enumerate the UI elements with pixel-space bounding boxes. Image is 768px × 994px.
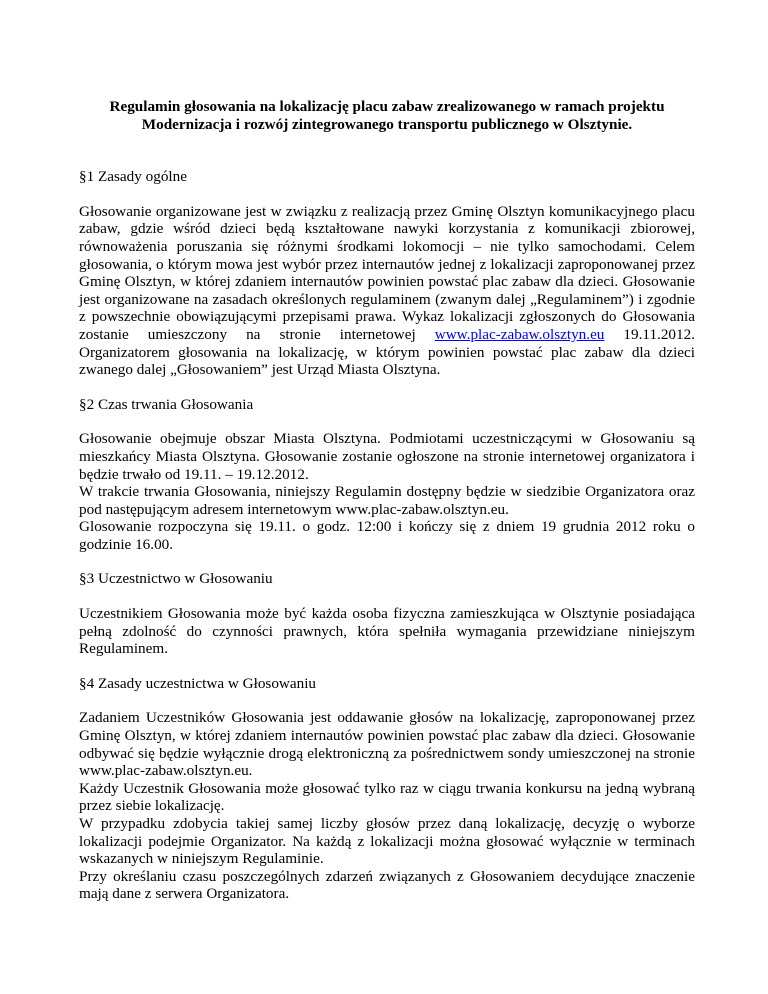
section-2-line: W trakcie trwania Głosowania, niniejszy Regulamin dostępny będzie w siedzibie Organizatora oraz pod następującym adresem internetowym www.plac-zabaw.olsztyn.eu. [79,483,695,518]
section-3-paragraph: Uczestnikiem Głosowania może być każda osoba fizyczna zamieszkująca w Olsztynie posiadająca pełną zdolność do czynności prawnych, która spełniła wymagania przewidziane niniejszym Regulaminem. [79,605,695,658]
section-4-line: Zadaniem Uczestników Głosowania jest oddawanie głosów na lokalizację, zaproponowanej przez Gminę Olsztyn, w której zdaniem internautów powinien powstać plac zabaw dla dzieci. Głosowanie odbywać się będzie wyłącznie drogą elektroniczną za pośrednictwem sondy umieszczonej na stronie www.plac-zabaw.olsztyn.eu. [79,709,695,780]
title-line-2: Modernizacja i rozwój zintegrowanego transportu publicznego w Olsztynie. [141,115,633,133]
section-1-text-end: 19.11.2012. Organizatorem głosowania na lokalizację, w którym powinien powstać plac zabaw dla dzieci zwanego dalej „Głosowaniem” jest Urząd Miasta Olsztyna. [79,325,696,379]
section-4-line: Przy określaniu czasu poszczególnych zdarzeń związanych z Głosowaniem decydujące znaczenie mają dane z serwera Organizatora. [79,867,695,903]
document-title [79,98,695,133]
website-link[interactable]: www.plac-zabaw.olsztyn.eu [434,325,605,343]
document-page [79,98,695,903]
section-2-line: Głosowanie obejmuje obszar Miasta Olsztyna. Podmiotami uczestniczącymi w Głosowaniu są mieszkańcy Miasta Olsztyna. Głosowanie zostanie ogłoszone na stronie internetowej organizatora i będzie trwało od 19.11. – 19.12.2012. [79,430,695,483]
section-1-paragraph [79,203,695,379]
section-4-line: Każdy Uczestnik Głosowania może głosować tylko raz w ciągu trwania konkursu na jedną wybraną przez siebie lokalizację. [79,779,695,815]
section-2-paragraph [79,430,695,553]
title-line-1: Regulamin głosowania na lokalizację placu zabaw zrealizowanego w ramach projektu [109,98,665,115]
section-4-paragraph [79,709,695,903]
section-4-heading: §4 Zasady uczestnictwa w Głosowaniu [79,674,317,692]
section-2-heading: §2 Czas trwania Głosowania [79,395,254,413]
section-3-heading: §3 Uczestnictwo w Głosowaniu [79,570,273,588]
section-4-line: W przypadku zdobycia takiej samej liczby głosów przez daną lokalizację, decyzję o wyborze lokalizacji podejmie Organizator. Na każdą z lokalizacji można głosować wyłącznie w terminach wskazanych w niniejszym Regulaminie. [79,815,695,868]
section-1-heading: §1 Zasady ogólne [79,168,187,186]
section-2-line: Glosowanie rozpoczyna się 19.11. o godz. 12:00 i kończy się z dniem 19 grudnia 2012 roku o godzinie 16.00. [79,518,695,553]
section-1-text: Głosowanie organizowane jest w związku z realizacją przez Gminę Olsztyn komunikacyjnego placu zabaw, gdzie wśród dzieci będą kształtowane nawyki korzystania z komunikacji zbiorowej, równoważenia poruszania się różnymi środkami lokomocji – nie tylko samochodami. Celem głosowania, o którym mowa jest wybór przez internautów jednej z lokalizacji zaproponowanej przez Gminę Olsztyn, w której zdaniem internautów powinien powstać plac zabaw dla dzieci. Głosowanie jest organizowane na zasadach określonych regulaminem (zwanym dalej „Regulaminem”) i zgodnie z powszechnie obowiązującymi przepisami prawa. Wykaz lokalizacji zgłoszonych do Głosowania zostanie umieszczony na stronie internetowej [79,202,695,343]
